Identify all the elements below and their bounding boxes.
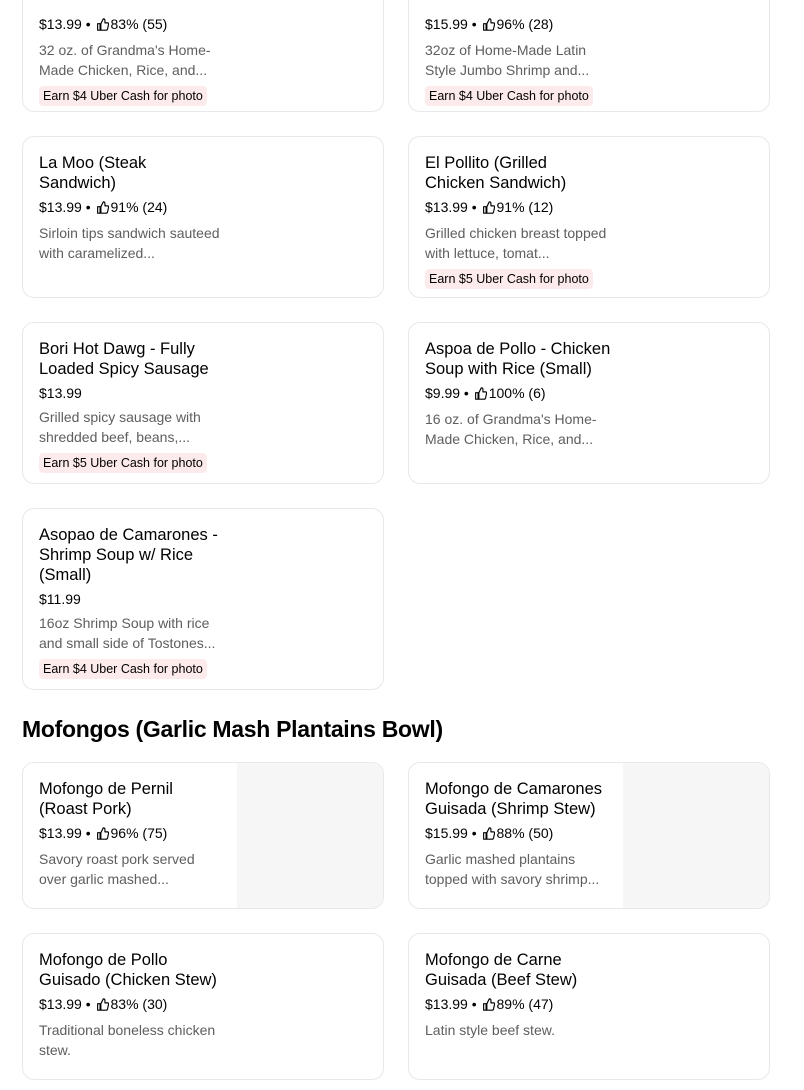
item-rating: 88% (50) [496, 825, 554, 841]
menu-item-card[interactable] [22, 508, 384, 690]
menu-item-card[interactable] [22, 933, 384, 1080]
item-meta: $15.99 • 88% (50) [425, 824, 611, 844]
item-price: $13.99 [39, 996, 82, 1012]
item-title: Mofongo de Camarones Guisada (Shrimp Stew) [425, 780, 603, 818]
item-price: $15.99 [425, 16, 468, 32]
item-title: Mofongo de Pernil (Roast Pork) [39, 780, 173, 818]
uber-cash-promo[interactable]: Earn $4 Uber Cash for photo [39, 659, 207, 679]
item-title: Asopao de Camarones - Shrimp Soup w/ Rice (Small) [39, 526, 218, 584]
item-description: Grilled spicy sausage with shredded beef, beans,... [39, 409, 201, 445]
section-heading: Mofongos (Garlic Mash Plantains Bowl) [22, 716, 443, 742]
item-title: Bori Hot Dawg - Fully Loaded Spicy Sausage [39, 340, 209, 378]
uber-cash-promo[interactable]: Earn $5 Uber Cash for photo [39, 453, 207, 473]
item-price: $13.99 [425, 996, 468, 1012]
item-meta: $13.99 • 83% (55) [39, 15, 225, 35]
thumbs-up-icon [96, 17, 109, 35]
item-meta: $13.99 • 91% (24) [39, 198, 225, 218]
item-title: Mofongo de Carne Guisada (Beef Stew) [425, 951, 578, 989]
item-description: 16oz Shrimp Soup with rice and small side of Tostones... [39, 615, 216, 651]
thumbs-up-icon [482, 17, 495, 35]
item-description: Grilled chicken breast topped with lettuce, tomat... [425, 225, 607, 261]
item-meta: $9.99 • 100% (6) [425, 384, 611, 404]
item-price: $15.99 [425, 825, 468, 841]
item-meta: $13.99 • 89% (47) [425, 995, 611, 1015]
item-rating: 83% (55) [110, 16, 168, 32]
menu-item-card[interactable] [408, 0, 770, 112]
item-title: Mofongo de Pollo Guisado (Chicken Stew) [39, 951, 217, 989]
item-rating: 89% (47) [496, 996, 554, 1012]
thumbs-up-icon [96, 200, 109, 218]
item-meta: $13.99 • 91% (12) [425, 198, 611, 218]
item-price: $13.99 [39, 385, 82, 401]
item-meta [39, 590, 225, 608]
item-title: El Pollito (Grilled Chicken Sandwich) [425, 154, 567, 192]
menu-item-card[interactable] [22, 762, 384, 909]
item-meta [39, 384, 225, 402]
item-description: 32oz of Home-Made Latin Style Jumbo Shrimp and... [425, 42, 590, 78]
menu-item-card[interactable] [408, 322, 770, 484]
item-rating: 100% (6) [488, 385, 546, 401]
item-meta: $15.99 • 96% (28) [425, 15, 611, 35]
menu-item-card[interactable] [408, 933, 770, 1080]
thumbs-up-icon [96, 826, 109, 844]
menu-item-card[interactable] [408, 762, 770, 909]
item-title: La Moo (Steak Sandwich) [39, 154, 147, 192]
menu-item-card[interactable] [22, 322, 384, 484]
item-image-placeholder [237, 763, 383, 908]
uber-cash-promo[interactable]: Earn $5 Uber Cash for photo [425, 269, 593, 289]
thumbs-up-icon [482, 200, 495, 218]
item-rating: 83% (30) [110, 996, 168, 1012]
menu-item-card[interactable] [22, 136, 384, 298]
item-rating: 91% (12) [496, 199, 554, 215]
item-description: 16 oz. of Grandma's Home-Made Chicken, Rice, and... [425, 411, 597, 447]
menu-item-card[interactable] [22, 0, 384, 112]
thumbs-up-icon [482, 997, 495, 1015]
item-meta: $13.99 • 83% (30) [39, 995, 225, 1015]
item-description: Savory roast pork served over garlic mashed... [39, 851, 195, 887]
item-description: 32 oz. of Grandma's Home-Made Chicken, Rice, and... [39, 42, 211, 78]
item-price: $13.99 [39, 825, 82, 841]
thumbs-up-icon [474, 386, 487, 404]
item-image-placeholder [623, 763, 769, 908]
item-price: $9.99 [425, 385, 461, 401]
item-description: Garlic mashed plantains topped with savory shrimp... [425, 851, 600, 887]
item-title: Aspoa de Pollo - Chicken Soup with Rice (Small) [425, 340, 611, 378]
item-meta: $13.99 • 96% (75) [39, 824, 225, 844]
item-description: Traditional boneless chicken stew. [39, 1022, 216, 1058]
thumbs-up-icon [96, 997, 109, 1015]
uber-cash-promo[interactable]: Earn $4 Uber Cash for photo [425, 86, 593, 106]
thumbs-up-icon [482, 826, 495, 844]
item-price: $13.99 [425, 199, 468, 215]
item-description: Sirloin tips sandwich sauteed with caramelized... [39, 225, 220, 261]
item-price: $13.99 [39, 16, 82, 32]
item-price: $13.99 [39, 199, 82, 215]
uber-cash-promo[interactable]: Earn $4 Uber Cash for photo [39, 86, 207, 106]
menu-item-card[interactable] [408, 136, 770, 298]
item-rating: 96% (75) [110, 825, 168, 841]
item-rating: 91% (24) [110, 199, 168, 215]
item-description: Latin style beef stew. [425, 1022, 555, 1038]
item-price: $11.99 [39, 591, 81, 607]
item-rating: 96% (28) [496, 16, 554, 32]
